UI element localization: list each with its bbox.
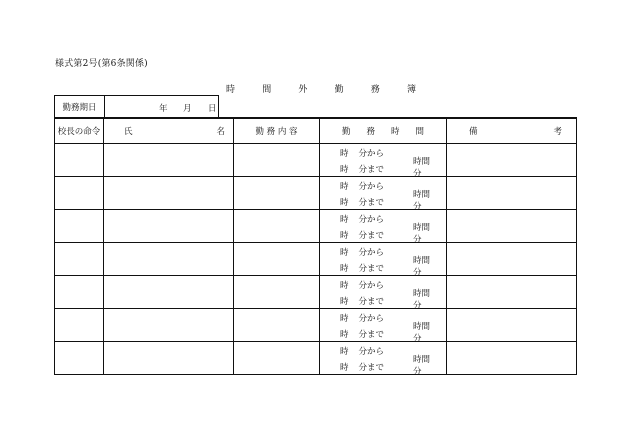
time-to: 時 分まで [340,264,385,274]
name-cell[interactable] [104,342,234,375]
content-cell[interactable] [234,309,320,342]
year-label: 年 [159,104,168,114]
time-duration: 時間分 [413,157,431,179]
time-char: 務 [366,127,375,137]
time-from: 時 分から [340,149,385,159]
form-reference: 様式第2号(第6条関係) [55,59,148,69]
title-char: 務 [370,85,380,95]
content-cell[interactable] [234,342,320,375]
order-cell[interactable] [55,276,104,309]
time-duration: 時間分 [413,190,431,212]
remarks-cell[interactable] [447,309,577,342]
time-from: 時 分から [340,347,385,357]
table-row [55,309,577,342]
col-header-remarks [447,118,577,144]
order-cell[interactable] [55,342,104,375]
time-to: 時 分まで [340,330,385,340]
order-cell[interactable] [55,177,104,210]
time-from: 時 分から [340,314,385,324]
time-duration: 時間分 [413,223,431,245]
day-label: 日 [208,104,217,114]
remarks-cell[interactable] [447,177,577,210]
time-cell[interactable] [320,210,447,243]
table-row [55,144,577,177]
col-header-order: 校長の命令 [55,118,104,144]
time-to: 時 分まで [340,198,385,208]
time-cell[interactable] [320,243,447,276]
time-duration: 時間分 [413,256,431,278]
work-date-label: 勤務期日 [55,96,105,117]
time-cell[interactable] [320,177,447,210]
remarks-cell[interactable] [447,144,577,177]
title-char: 外 [298,85,308,95]
time-cell[interactable] [320,144,447,177]
remarks-char: 備 [469,127,478,137]
time-cell[interactable] [320,276,447,309]
table-row [55,243,577,276]
name-cell[interactable] [104,144,234,177]
name-char-2: 名 [216,127,225,137]
order-cell[interactable] [55,144,104,177]
time-cell[interactable] [320,309,447,342]
table-row [55,342,577,375]
time-to: 時 分まで [340,165,385,175]
col-header-content: 勤 務 内 容 [234,118,320,144]
col-header-time [320,118,447,144]
name-cell[interactable] [104,210,234,243]
content-cell[interactable] [234,276,320,309]
time-duration: 時間分 [413,289,431,311]
time-duration: 時間分 [413,322,431,344]
title-char: 簿 [406,85,416,95]
time-to: 時 分まで [340,297,385,307]
remarks-cell[interactable] [447,342,577,375]
time-to: 時 分まで [340,363,385,373]
time-from: 時 分から [340,182,385,192]
time-char: 間 [415,127,424,137]
table-row [55,210,577,243]
page-title [226,82,416,95]
month-label: 月 [183,104,192,114]
time-from: 時 分から [340,281,385,291]
work-date-box [54,95,219,117]
name-cell[interactable] [104,309,234,342]
remarks-char: 考 [553,127,562,137]
content-cell[interactable] [234,144,320,177]
remarks-cell[interactable] [447,276,577,309]
remarks-cell[interactable] [447,210,577,243]
time-to: 時 分まで [340,231,385,241]
order-cell[interactable] [55,309,104,342]
col-header-name [104,118,234,144]
time-cell[interactable] [320,342,447,375]
time-char: 勤 [342,127,351,137]
order-cell[interactable] [55,243,104,276]
remarks-cell[interactable] [447,243,577,276]
title-char: 勤 [334,85,344,95]
content-cell[interactable] [234,177,320,210]
time-from: 時 分から [340,248,385,258]
table-row [55,177,577,210]
table-row [55,276,577,309]
title-char: 間 [262,85,272,95]
order-cell[interactable] [55,210,104,243]
overtime-table [54,117,577,375]
time-from: 時 分から [340,215,385,225]
title-char: 時 [226,85,236,95]
name-char-1: 氏 [124,127,133,137]
work-date-field[interactable] [105,96,218,117]
name-cell[interactable] [104,243,234,276]
name-cell[interactable] [104,276,234,309]
time-char: 時 [390,127,400,137]
content-cell[interactable] [234,243,320,276]
content-cell[interactable] [234,210,320,243]
table-header-row [55,118,577,144]
time-duration: 時間分 [413,355,431,377]
name-cell[interactable] [104,177,234,210]
